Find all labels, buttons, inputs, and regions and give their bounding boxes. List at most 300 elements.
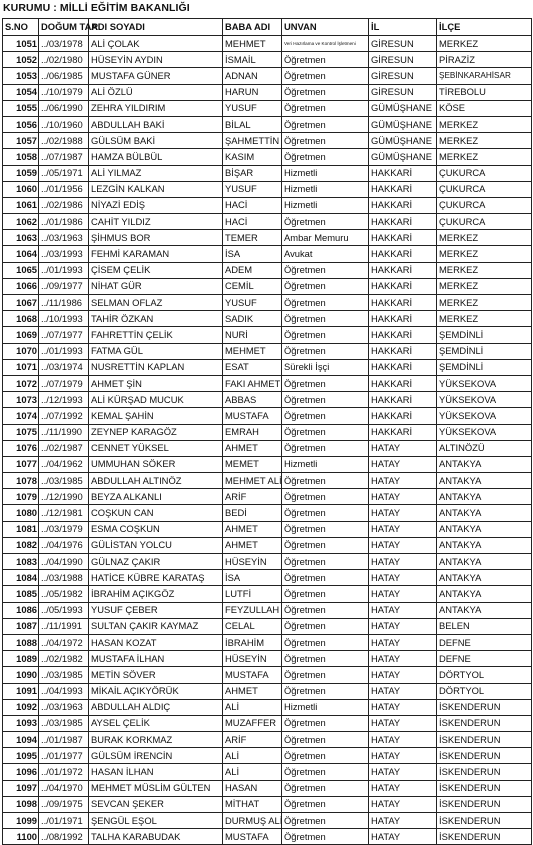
cell-baba-adi: AHMET: [223, 521, 282, 537]
cell-sno: 1079: [3, 489, 39, 505]
cell-baba-adi: EMRAH: [223, 424, 282, 440]
cell-dogum-tarihi: ../02/1986: [39, 197, 89, 213]
cell-ilce: İSKENDERUN: [437, 796, 532, 812]
table-row: [3, 796, 532, 812]
cell-sno: 1077: [3, 456, 39, 472]
cell-baba-adi: İSA: [223, 570, 282, 586]
cell-il: HAKKARİ: [369, 181, 437, 197]
cell-adi-soyadi: GÜLSÜM BAKİ: [89, 133, 223, 149]
cell-unvan: Öğretmen: [282, 505, 369, 521]
table-row: [3, 149, 532, 165]
cell-unvan: Öğretmen: [282, 715, 369, 731]
table-row: [3, 780, 532, 796]
cell-il: HATAY: [369, 602, 437, 618]
cell-ilce: ÇUKURCA: [437, 181, 532, 197]
cell-adi-soyadi: BEYZA ALKANLI: [89, 489, 223, 505]
cell-sno: 1064: [3, 246, 39, 262]
cell-ilce: MERKEZ: [437, 149, 532, 165]
table-row: [3, 100, 532, 116]
cell-unvan: Öğretmen: [282, 311, 369, 327]
header-row: [3, 19, 532, 36]
cell-unvan: Öğretmen: [282, 796, 369, 812]
cell-dogum-tarihi: ../03/1963: [39, 230, 89, 246]
cell-dogum-tarihi: ../09/1975: [39, 796, 89, 812]
table-row: [3, 84, 532, 100]
cell-adi-soyadi: ÇİSEM ÇELİK: [89, 262, 223, 278]
cell-dogum-tarihi: ../01/1971: [39, 813, 89, 829]
cell-ilce: MERKEZ: [437, 262, 532, 278]
cell-sno: 1093: [3, 715, 39, 731]
cell-sno: 1069: [3, 327, 39, 343]
cell-il: HAKKARİ: [369, 343, 437, 359]
table-row: [3, 359, 532, 375]
cell-sno: 1066: [3, 278, 39, 294]
cell-dogum-tarihi: ../01/1986: [39, 214, 89, 230]
table-row: [3, 68, 532, 84]
cell-dogum-tarihi: ../12/1990: [39, 489, 89, 505]
cell-baba-adi: ESAT: [223, 359, 282, 375]
cell-dogum-tarihi: ../06/1985: [39, 68, 89, 84]
table-row: [3, 278, 532, 294]
cell-baba-adi: ARİF: [223, 732, 282, 748]
cell-unvan: Öğretmen: [282, 683, 369, 699]
table-row: [3, 829, 532, 845]
cell-ilce: ÇUKURCA: [437, 214, 532, 230]
cell-baba-adi: HACİ: [223, 197, 282, 213]
cell-sno: 1081: [3, 521, 39, 537]
cell-il: HAKKARİ: [369, 375, 437, 391]
cell-baba-adi: İSA: [223, 246, 282, 262]
cell-dogum-tarihi: ../03/1963: [39, 699, 89, 715]
document-title: KURUMU : MİLLİ EĞİTİM BAKANLIĞI: [3, 2, 190, 14]
cell-ilce: DÖRTYOL: [437, 667, 532, 683]
cell-baba-adi: HASAN: [223, 780, 282, 796]
cell-ilce: DEFNE: [437, 651, 532, 667]
cell-il: HAKKARİ: [369, 408, 437, 424]
column-header-il: İL: [369, 19, 437, 36]
cell-ilce: ANTAKYA: [437, 456, 532, 472]
cell-dogum-tarihi: ../07/1992: [39, 408, 89, 424]
cell-sno: 1076: [3, 440, 39, 456]
cell-adi-soyadi: GÜLSÜM İRENCİN: [89, 748, 223, 764]
cell-sno: 1096: [3, 764, 39, 780]
cell-il: HATAY: [369, 537, 437, 553]
cell-baba-adi: ŞAHMETTİN: [223, 133, 282, 149]
cell-baba-adi: FEYZULLAH: [223, 602, 282, 618]
cell-ilce: ANTAKYA: [437, 473, 532, 489]
cell-baba-adi: DURMUŞ ALİ: [223, 813, 282, 829]
cell-sno: 1085: [3, 586, 39, 602]
cell-ilce: MERKEZ: [437, 311, 532, 327]
cell-dogum-tarihi: ../07/1987: [39, 149, 89, 165]
cell-dogum-tarihi: ../03/1993: [39, 246, 89, 262]
cell-baba-adi: LUTFİ: [223, 586, 282, 602]
cell-unvan: Öğretmen: [282, 392, 369, 408]
cell-unvan: Hizmetli: [282, 699, 369, 715]
cell-il: HATAY: [369, 796, 437, 812]
cell-sno: 1065: [3, 262, 39, 278]
cell-ilce: İSKENDERUN: [437, 764, 532, 780]
table-row: [3, 408, 532, 424]
cell-baba-adi: İSMAİL: [223, 52, 282, 68]
cell-adi-soyadi: ABDULLAH ALDIÇ: [89, 699, 223, 715]
cell-il: HAKKARİ: [369, 424, 437, 440]
cell-il: GİRESUN: [369, 68, 437, 84]
cell-adi-soyadi: ALİ YILMAZ: [89, 165, 223, 181]
cell-ilce: MERKEZ: [437, 246, 532, 262]
cell-adi-soyadi: MİKAİL AÇIKYÖRÜK: [89, 683, 223, 699]
cell-baba-adi: HARUN: [223, 84, 282, 100]
table-body: [3, 36, 532, 845]
cell-ilce: ANTAKYA: [437, 586, 532, 602]
cell-adi-soyadi: NİYAZİ EDİŞ: [89, 197, 223, 213]
cell-ilce: ANTAKYA: [437, 537, 532, 553]
column-header-dogum-tarihi: DOĞUM TAR.: [39, 19, 89, 36]
cell-ilce: ANTAKYA: [437, 521, 532, 537]
cell-sno: 1051: [3, 36, 39, 52]
cell-ilce: DÖRTYOL: [437, 683, 532, 699]
cell-sno: 1091: [3, 683, 39, 699]
cell-ilce: İSKENDERUN: [437, 699, 532, 715]
table-row: [3, 52, 532, 68]
cell-sno: 1087: [3, 618, 39, 634]
cell-ilce: İSKENDERUN: [437, 829, 532, 845]
table-row: [3, 311, 532, 327]
cell-ilce: ŞEMDİNLİ: [437, 359, 532, 375]
cell-unvan: Öğretmen: [282, 84, 369, 100]
cell-ilce: DEFNE: [437, 634, 532, 650]
cell-baba-adi: ADNAN: [223, 68, 282, 84]
cell-adi-soyadi: TALHA KARABUDAK: [89, 829, 223, 845]
cell-ilce: İSKENDERUN: [437, 715, 532, 731]
cell-sno: 1057: [3, 133, 39, 149]
cell-ilce: ÇUKURCA: [437, 197, 532, 213]
table-row: [3, 440, 532, 456]
cell-il: HATAY: [369, 554, 437, 570]
cell-adi-soyadi: KEMAL ŞAHİN: [89, 408, 223, 424]
cell-unvan: Öğretmen: [282, 408, 369, 424]
cell-adi-soyadi: AYSEL ÇELİK: [89, 715, 223, 731]
cell-unvan: Öğretmen: [282, 278, 369, 294]
cell-il: GİRESUN: [369, 84, 437, 100]
cell-unvan: Avukat: [282, 246, 369, 262]
cell-adi-soyadi: YUSUF ÇEBER: [89, 602, 223, 618]
cell-unvan: Öğretmen: [282, 52, 369, 68]
cell-ilce: ÇUKURCA: [437, 165, 532, 181]
cell-sno: 1061: [3, 197, 39, 213]
table-row: [3, 521, 532, 537]
table-row: [3, 715, 532, 731]
cell-unvan: Öğretmen: [282, 440, 369, 456]
cell-baba-adi: YUSUF: [223, 100, 282, 116]
cell-baba-adi: MEMET: [223, 456, 282, 472]
cell-adi-soyadi: COŞKUN CAN: [89, 505, 223, 521]
cell-il: HAKKARİ: [369, 392, 437, 408]
cell-dogum-tarihi: ../01/1977: [39, 748, 89, 764]
cell-ilce: MERKEZ: [437, 278, 532, 294]
table-row: [3, 392, 532, 408]
cell-baba-adi: ALİ: [223, 764, 282, 780]
table-row: [3, 489, 532, 505]
cell-dogum-tarihi: ../05/1982: [39, 586, 89, 602]
cell-il: HAKKARİ: [369, 295, 437, 311]
cell-il: HAKKARİ: [369, 311, 437, 327]
cell-ilce: ANTAKYA: [437, 602, 532, 618]
cell-il: HAKKARİ: [369, 214, 437, 230]
cell-dogum-tarihi: ../10/1993: [39, 311, 89, 327]
cell-adi-soyadi: FEHMİ KARAMAN: [89, 246, 223, 262]
cell-unvan: Öğretmen: [282, 100, 369, 116]
cell-dogum-tarihi: ../04/1993: [39, 683, 89, 699]
cell-sno: 1058: [3, 149, 39, 165]
cell-dogum-tarihi: ../01/1993: [39, 343, 89, 359]
cell-adi-soyadi: MUSTAFA İLHAN: [89, 651, 223, 667]
cell-dogum-tarihi: ../03/1979: [39, 521, 89, 537]
table-row: [3, 667, 532, 683]
cell-sno: 1059: [3, 165, 39, 181]
cell-baba-adi: BEDİ: [223, 505, 282, 521]
cell-unvan: Öğretmen: [282, 602, 369, 618]
cell-unvan: Öğretmen: [282, 570, 369, 586]
cell-unvan: Öğretmen: [282, 68, 369, 84]
cell-unvan: Hizmetli: [282, 456, 369, 472]
cell-baba-adi: KASIM: [223, 149, 282, 165]
table-row: [3, 554, 532, 570]
cell-baba-adi: ARİF: [223, 489, 282, 505]
cell-il: HATAY: [369, 732, 437, 748]
cell-dogum-tarihi: ../01/1993: [39, 262, 89, 278]
cell-sno: 1067: [3, 295, 39, 311]
cell-adi-soyadi: ALİ ÇOLAK: [89, 36, 223, 52]
cell-sno: 1073: [3, 392, 39, 408]
table-row: [3, 133, 532, 149]
cell-unvan: Öğretmen: [282, 116, 369, 132]
cell-sno: 1060: [3, 181, 39, 197]
cell-il: HAKKARİ: [369, 359, 437, 375]
cell-adi-soyadi: ZEYNEP KARAGÖZ: [89, 424, 223, 440]
table-row: [3, 537, 532, 553]
table-row: [3, 505, 532, 521]
cell-dogum-tarihi: ../04/1976: [39, 537, 89, 553]
cell-baba-adi: AHMET: [223, 683, 282, 699]
table-row: [3, 456, 532, 472]
cell-adi-soyadi: HATİCE KÜBRE KARATAŞ: [89, 570, 223, 586]
cell-baba-adi: SADIK: [223, 311, 282, 327]
table-row: [3, 473, 532, 489]
cell-sno: 1063: [3, 230, 39, 246]
personnel-table: [2, 18, 532, 845]
cell-unvan: Öğretmen: [282, 813, 369, 829]
cell-ilce: MERKEZ: [437, 116, 532, 132]
cell-adi-soyadi: UMMUHAN SÖKER: [89, 456, 223, 472]
table-row: [3, 764, 532, 780]
cell-il: HATAY: [369, 440, 437, 456]
table-row: [3, 343, 532, 359]
cell-unvan: Öğretmen: [282, 133, 369, 149]
cell-dogum-tarihi: ../07/1977: [39, 327, 89, 343]
cell-sno: 1055: [3, 100, 39, 116]
cell-adi-soyadi: ESMA COŞKUN: [89, 521, 223, 537]
cell-baba-adi: ADEM: [223, 262, 282, 278]
cell-il: HATAY: [369, 634, 437, 650]
cell-unvan: Öğretmen: [282, 214, 369, 230]
cell-baba-adi: TEMER: [223, 230, 282, 246]
cell-ilce: İSKENDERUN: [437, 780, 532, 796]
cell-unvan: Öğretmen: [282, 262, 369, 278]
cell-ilce: YÜKSEKOVA: [437, 392, 532, 408]
cell-il: HATAY: [369, 667, 437, 683]
cell-adi-soyadi: CAHİT YILDIZ: [89, 214, 223, 230]
cell-dogum-tarihi: ../03/1988: [39, 570, 89, 586]
cell-ilce: İSKENDERUN: [437, 732, 532, 748]
cell-sno: 1083: [3, 554, 39, 570]
cell-adi-soyadi: HÜSEYİN AYDIN: [89, 52, 223, 68]
cell-unvan: Öğretmen: [282, 327, 369, 343]
cell-unvan: Öğretmen: [282, 634, 369, 650]
table-row: [3, 424, 532, 440]
cell-dogum-tarihi: ../10/1960: [39, 116, 89, 132]
cell-dogum-tarihi: ../03/1985: [39, 667, 89, 683]
cell-unvan: Öğretmen: [282, 829, 369, 845]
cell-dogum-tarihi: ../02/1987: [39, 440, 89, 456]
table-row: [3, 375, 532, 391]
cell-il: GÜMÜŞHANE: [369, 149, 437, 165]
cell-dogum-tarihi: ../12/1993: [39, 392, 89, 408]
cell-unvan: Öğretmen: [282, 295, 369, 311]
cell-il: GÜMÜŞHANE: [369, 116, 437, 132]
cell-baba-adi: MUSTAFA: [223, 408, 282, 424]
cell-sno: 1072: [3, 375, 39, 391]
cell-sno: 1097: [3, 780, 39, 796]
table-row: [3, 618, 532, 634]
cell-dogum-tarihi: ../01/1987: [39, 732, 89, 748]
cell-il: GÜMÜŞHANE: [369, 133, 437, 149]
cell-unvan: Öğretmen: [282, 537, 369, 553]
cell-baba-adi: MEHMET: [223, 343, 282, 359]
cell-baba-adi: ABBAS: [223, 392, 282, 408]
cell-unvan: Öğretmen: [282, 764, 369, 780]
cell-sno: 1088: [3, 634, 39, 650]
column-header-adi-soyadi: ADI SOYADI: [89, 19, 223, 36]
cell-il: HATAY: [369, 683, 437, 699]
cell-baba-adi: AHMET: [223, 537, 282, 553]
cell-ilce: YÜKSEKOVA: [437, 375, 532, 391]
cell-adi-soyadi: SULTAN ÇAKIR KAYMAZ: [89, 618, 223, 634]
cell-ilce: ANTAKYA: [437, 505, 532, 521]
cell-ilce: ANTAKYA: [437, 570, 532, 586]
cell-dogum-tarihi: ../03/1978: [39, 36, 89, 52]
cell-ilce: BELEN: [437, 618, 532, 634]
cell-il: HATAY: [369, 780, 437, 796]
cell-unvan: Hizmetli: [282, 197, 369, 213]
table-row: [3, 813, 532, 829]
cell-dogum-tarihi: ../12/1981: [39, 505, 89, 521]
cell-baba-adi: HACİ: [223, 214, 282, 230]
cell-baba-adi: FAKI AHMET: [223, 375, 282, 391]
cell-baba-adi: CEMİL: [223, 278, 282, 294]
cell-il: HATAY: [369, 473, 437, 489]
table-row: [3, 214, 532, 230]
cell-adi-soyadi: TAHİR ÖZKAN: [89, 311, 223, 327]
cell-baba-adi: HÜSEYİN: [223, 651, 282, 667]
cell-dogum-tarihi: ../02/1980: [39, 52, 89, 68]
cell-baba-adi: MEHMET ALİ: [223, 473, 282, 489]
cell-il: HATAY: [369, 813, 437, 829]
cell-sno: 1070: [3, 343, 39, 359]
table-row: [3, 748, 532, 764]
cell-unvan: Hizmetli: [282, 181, 369, 197]
cell-sno: 1082: [3, 537, 39, 553]
cell-adi-soyadi: SEVCAN ŞEKER: [89, 796, 223, 812]
cell-unvan: Öğretmen: [282, 149, 369, 165]
cell-adi-soyadi: HAMZA BÜLBÜL: [89, 149, 223, 165]
cell-sno: 1094: [3, 732, 39, 748]
cell-sno: 1054: [3, 84, 39, 100]
cell-ilce: PİRAZİZ: [437, 52, 532, 68]
cell-baba-adi: İBRAHİM: [223, 634, 282, 650]
cell-il: HATAY: [369, 764, 437, 780]
table-row: [3, 230, 532, 246]
cell-sno: 1075: [3, 424, 39, 440]
cell-il: HAKKARİ: [369, 327, 437, 343]
cell-baba-adi: HÜSEYİN: [223, 554, 282, 570]
cell-adi-soyadi: HASAN İLHAN: [89, 764, 223, 780]
cell-ilce: ANTAKYA: [437, 554, 532, 570]
cell-il: GİRESUN: [369, 52, 437, 68]
cell-sno: 1100: [3, 829, 39, 845]
cell-baba-adi: MUSTAFA: [223, 667, 282, 683]
cell-dogum-tarihi: ../08/1992: [39, 829, 89, 845]
cell-il: HATAY: [369, 521, 437, 537]
cell-ilce: MERKEZ: [437, 133, 532, 149]
cell-baba-adi: BİŞAR: [223, 165, 282, 181]
cell-dogum-tarihi: ../07/1979: [39, 375, 89, 391]
cell-baba-adi: ALİ: [223, 699, 282, 715]
cell-unvan: Sürekli İşçi: [282, 359, 369, 375]
cell-baba-adi: MUSTAFA: [223, 829, 282, 845]
cell-adi-soyadi: HASAN KOZAT: [89, 634, 223, 650]
cell-baba-adi: MİTHAT: [223, 796, 282, 812]
cell-baba-adi: ALİ: [223, 748, 282, 764]
cell-baba-adi: MUZAFFER: [223, 715, 282, 731]
cell-ilce: MERKEZ: [437, 36, 532, 52]
cell-dogum-tarihi: ../11/1991: [39, 618, 89, 634]
cell-baba-adi: AHMET: [223, 440, 282, 456]
table-row: [3, 570, 532, 586]
cell-il: HAKKARİ: [369, 230, 437, 246]
cell-ilce: ŞEMDİNLİ: [437, 327, 532, 343]
table-header: [3, 19, 532, 36]
cell-unvan: Öğretmen: [282, 375, 369, 391]
cell-unvan: Öğretmen: [282, 780, 369, 796]
cell-sno: 1095: [3, 748, 39, 764]
cell-adi-soyadi: CENNET YÜKSEL: [89, 440, 223, 456]
cell-il: HATAY: [369, 505, 437, 521]
table-row: [3, 732, 532, 748]
cell-il: HATAY: [369, 651, 437, 667]
cell-il: GİRESUN: [369, 36, 437, 52]
cell-ilce: KÖSE: [437, 100, 532, 116]
cell-adi-soyadi: LEZGİN KALKAN: [89, 181, 223, 197]
table-row: [3, 634, 532, 650]
cell-baba-adi: YUSUF: [223, 181, 282, 197]
table-row: [3, 699, 532, 715]
cell-ilce: İSKENDERUN: [437, 813, 532, 829]
cell-baba-adi: BİLAL: [223, 116, 282, 132]
cell-sno: 1078: [3, 473, 39, 489]
cell-ilce: TİREBOLU: [437, 84, 532, 100]
cell-il: HAKKARİ: [369, 278, 437, 294]
